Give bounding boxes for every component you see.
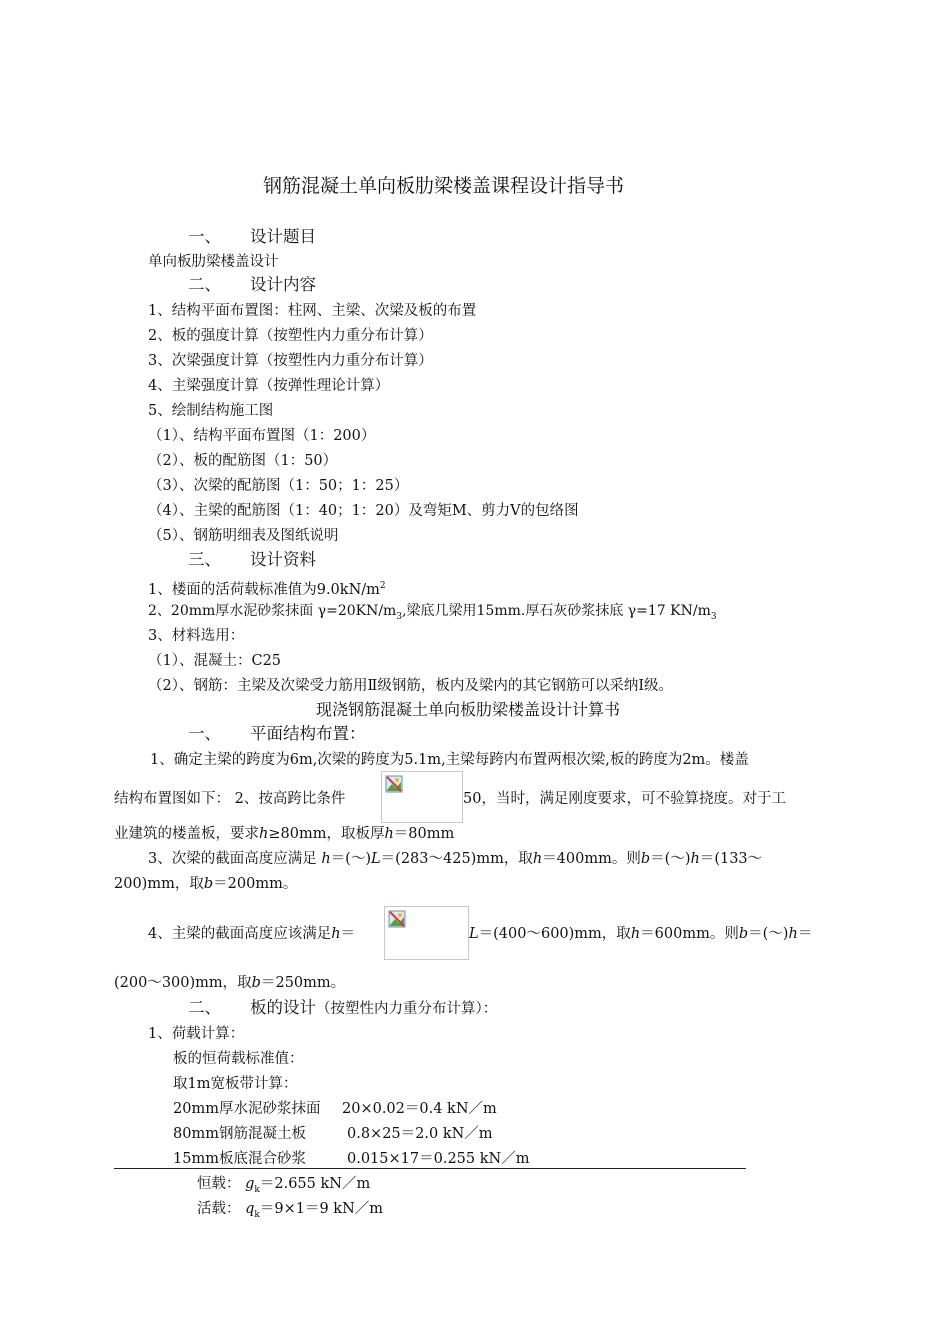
section-number: 三、 <box>188 550 221 569</box>
topic-text: 单向板肋梁楼盖设计 <box>148 254 279 270</box>
data-line-live-load: 1、楼面的活荷载标准值为$9.0kN/m^2$ <box>148 581 386 598</box>
section-title: 设计题目 <box>250 227 316 246</box>
content-item: （4）、主梁的配筋图（1：40；1：20）及弯矩M、剪力V的包络图 <box>148 503 579 519</box>
content-item: （3）、次梁的配筋图（1：50；1：25） <box>148 478 409 494</box>
content-item: 4、主梁强度计算（按弹性理论计算） <box>148 378 390 394</box>
strip-note: 取1m宽板带计算： <box>173 1076 298 1092</box>
data-line-concrete: （1）、混凝土：C25 <box>148 653 282 669</box>
data-line-mortar: 2、20mm厚水泥砂浆抹面 $\gamma=20KN/m_3$,梁底几梁用15mm.厚石灰砂浆抹底 γ=17 $KN/m_3$ <box>148 603 717 622</box>
load-row-calc: 0.8×25＝2.0 kN／m <box>347 1126 493 1142</box>
calc-paragraph: 业建筑的楼盖板，要求h≥80mm，取板厚h＝80mm <box>114 826 455 842</box>
dead-load-std: 板的恒荷载标准值： <box>173 1051 304 1067</box>
calc-book-title: 现浇钢筋混凝土单向板肋梁楼盖设计计算书 <box>316 700 621 719</box>
section-title: 设计内容 <box>250 275 316 294</box>
section-title: 平面结构布置： <box>250 724 366 743</box>
load-row-name: 80mm钢筋混凝土板 <box>173 1126 306 1142</box>
calc-paragraph: 1、确定主梁的跨度为6m,次梁的跨度为5.1m,主梁每跨内布置两根次梁,板的跨度为2m。楼盖 <box>150 752 749 768</box>
load-row-calc: 20×0.02＝0.4 kN／m <box>342 1101 497 1117</box>
section-number: 一、 <box>188 227 221 246</box>
section-title: 板的设计 <box>250 998 316 1017</box>
section-note: （按塑性内力重分布计算）： <box>316 1001 498 1017</box>
section-number: 二、 <box>188 998 221 1017</box>
section-number: 二、 <box>188 275 221 294</box>
load-calc-title: 1、荷载计算： <box>148 1026 245 1042</box>
broken-image-icon <box>385 775 403 793</box>
content-item: 1、结构平面布置图：柱网、主梁、次梁及板的布置 <box>148 303 477 319</box>
content-item: 2、板的强度计算（按塑性内力重分布计算） <box>148 328 433 344</box>
section-heading-topic <box>188 227 316 247</box>
content-item: （2）、板的配筋图（1：50） <box>148 453 338 469</box>
section-title: 设计资料 <box>250 550 316 569</box>
broken-image-icon <box>388 910 406 928</box>
data-line-materials: 3、材料选用： <box>148 628 245 644</box>
calc-paragraph-cont: L＝(400～600)mm，取h＝600mm。则b＝(～)h＝ <box>469 926 813 942</box>
section-heading-data <box>188 550 316 570</box>
live-load-total: 活载： $q_k=9\times 1=9$ kN／m <box>197 1201 384 1220</box>
load-row-calc: 0.015×17＝0.255 kN／m <box>347 1151 530 1167</box>
calc-paragraph: 4、主梁的截面高度应该满足h＝ <box>148 926 356 942</box>
calc-paragraph-cont: 50，当时，满足刚度要求，可不验算挠度。对于工 <box>463 791 786 807</box>
section-heading-slab <box>188 998 497 1019</box>
section-number: 一、 <box>188 724 221 743</box>
calc-paragraph-cont: 200)mm，取b＝200mm。 <box>114 876 298 892</box>
calc-paragraph: 结构布置图如下： 2、按高跨比条件 <box>114 791 346 807</box>
calc-paragraph-cont: (200～300)mm，取b＝250mm。 <box>114 975 346 991</box>
calc-paragraph: 3、次梁的截面高度应满足 h＝(～)L＝(283～425)mm，取h＝400mm。则b＝(～)h＝(133～ <box>148 851 763 867</box>
data-line-steel: （2）、钢筋：主梁及次梁受力筋用Ⅱ级钢筋，板内及梁内的其它钢筋可以采纳Ⅰ级。 <box>148 678 674 694</box>
sum-divider-line <box>114 1168 746 1169</box>
content-item: （1）、结构平面布置图（1：200） <box>148 428 376 444</box>
doc-title: 钢筋混凝土单向板肋梁楼盖课程设计指导书 <box>263 175 625 197</box>
content-item: 3、次梁强度计算（按塑性内力重分布计算） <box>148 353 433 369</box>
load-row-name: 15mm板底混合砂浆 <box>173 1151 306 1167</box>
formula-image-placeholder <box>384 906 469 960</box>
section-heading-content <box>188 275 316 295</box>
load-row-name: 20mm厚水泥砂浆抹面 <box>173 1101 321 1117</box>
content-item: 5、绘制结构施工图 <box>148 403 274 419</box>
section-heading-layout <box>188 724 366 744</box>
dead-load-total: 恒载： $g_k=2.655$ kN／m <box>197 1176 371 1195</box>
content-item: （5）、钢筋明细表及图纸说明 <box>148 528 339 544</box>
formula-image-placeholder <box>381 771 463 823</box>
